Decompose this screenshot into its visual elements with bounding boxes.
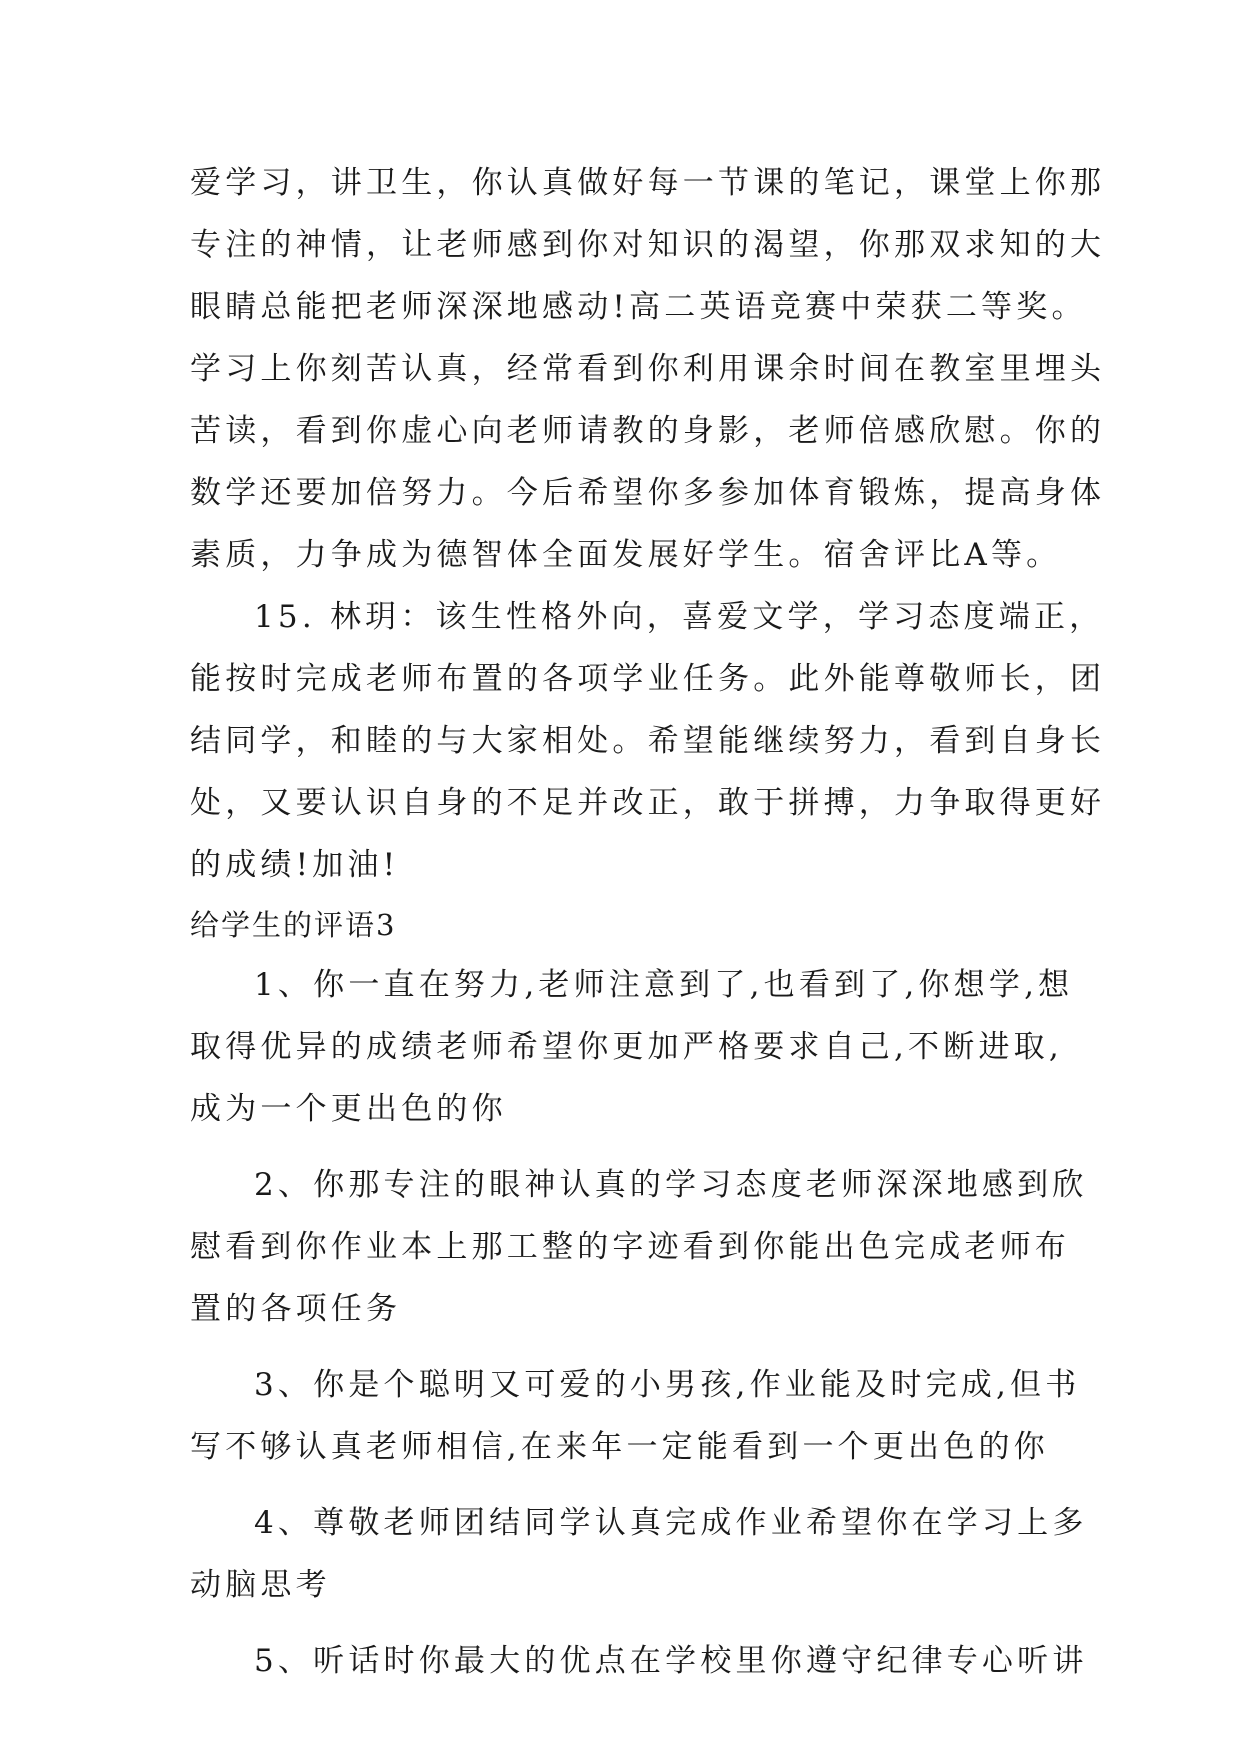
text-line: 学习上你刻苦认真，经常看到你利用课余时间在教室里埋头 bbox=[190, 351, 1106, 387]
list-item bbox=[190, 1492, 1088, 1616]
paragraph-item-15 bbox=[190, 586, 1106, 896]
text-line: 结同学，和睦的与大家相处。希望能继续努力，看到自身长 bbox=[190, 723, 1106, 759]
text-line: 苦读，看到你虚心向老师请教的身影，老师倍感欣慰。你的 bbox=[190, 413, 1106, 449]
text-line: 15. 林玥：该生性格外向，喜爱文学，学习态度端正， bbox=[254, 599, 1105, 635]
text-line: 1、你一直在努力,老师注意到了,也看到了,你想学,想 bbox=[254, 967, 1074, 1003]
text-line: 动脑思考 bbox=[190, 1567, 331, 1603]
text-line: 5、听话时你最大的优点在学校里你遵守纪律专心听讲 bbox=[254, 1643, 1088, 1679]
text-line: 眼睛总能把老师深深地感动!高二英语竞赛中荣获二等奖。 bbox=[190, 289, 1087, 325]
paragraph-continued bbox=[190, 152, 1106, 586]
text-line: 爱学习，讲卫生，你认真做好每一节课的笔记，课堂上你那 bbox=[190, 165, 1106, 201]
text-line: 慰看到你作业本上那工整的字迹看到你能出色完成老师布 bbox=[190, 1229, 1070, 1265]
text-line: 专注的神情，让老师感到你对知识的渴望，你那双求知的大 bbox=[190, 227, 1106, 263]
text-line: 能按时完成老师布置的各项学业任务。此外能尊敬师长，团 bbox=[190, 661, 1106, 697]
text-line: 处，又要认识自身的不足并改正，敢于拼搏，力争取得更好 bbox=[190, 785, 1106, 821]
text-line: 4、尊敬老师团结同学认真完成作业希望你在学习上多 bbox=[254, 1505, 1088, 1541]
section-heading: 给学生的评语3 bbox=[190, 908, 397, 942]
list-item bbox=[190, 1630, 1088, 1692]
text-line: 2、你那专注的眼神认真的学习态度老师深深地感到欣 bbox=[254, 1167, 1088, 1203]
text-line: 置的各项任务 bbox=[190, 1291, 402, 1327]
paragraph-gap bbox=[190, 1340, 1070, 1354]
text-line: 成为一个更出色的你 bbox=[190, 1091, 507, 1127]
text-line: 3、你是个聪明又可爱的小男孩,作业能及时完成,但书 bbox=[254, 1367, 1081, 1403]
text-line: 素质，力争成为德智体全面发展好学生。宿舍评比A等。 bbox=[190, 537, 1062, 573]
text-line: 写不够认真老师相信,在来年一定能看到一个更出色的你 bbox=[190, 1429, 1049, 1465]
document-body bbox=[190, 152, 1106, 1692]
paragraph-gap bbox=[190, 1478, 1070, 1492]
paragraph-gap bbox=[190, 1616, 1070, 1630]
list-item bbox=[190, 954, 1074, 1140]
text-line: 数学还要加倍努力。今后希望你多参加体育锻炼，提高身体 bbox=[190, 475, 1106, 511]
paragraph-gap bbox=[190, 1140, 1070, 1154]
list-item bbox=[190, 1354, 1081, 1478]
text-line: 取得优异的成绩老师希望你更加严格要求自己,不断进取, bbox=[190, 1029, 1063, 1065]
list-item bbox=[190, 1154, 1088, 1340]
text-line: 的成绩!加油! bbox=[190, 847, 400, 883]
